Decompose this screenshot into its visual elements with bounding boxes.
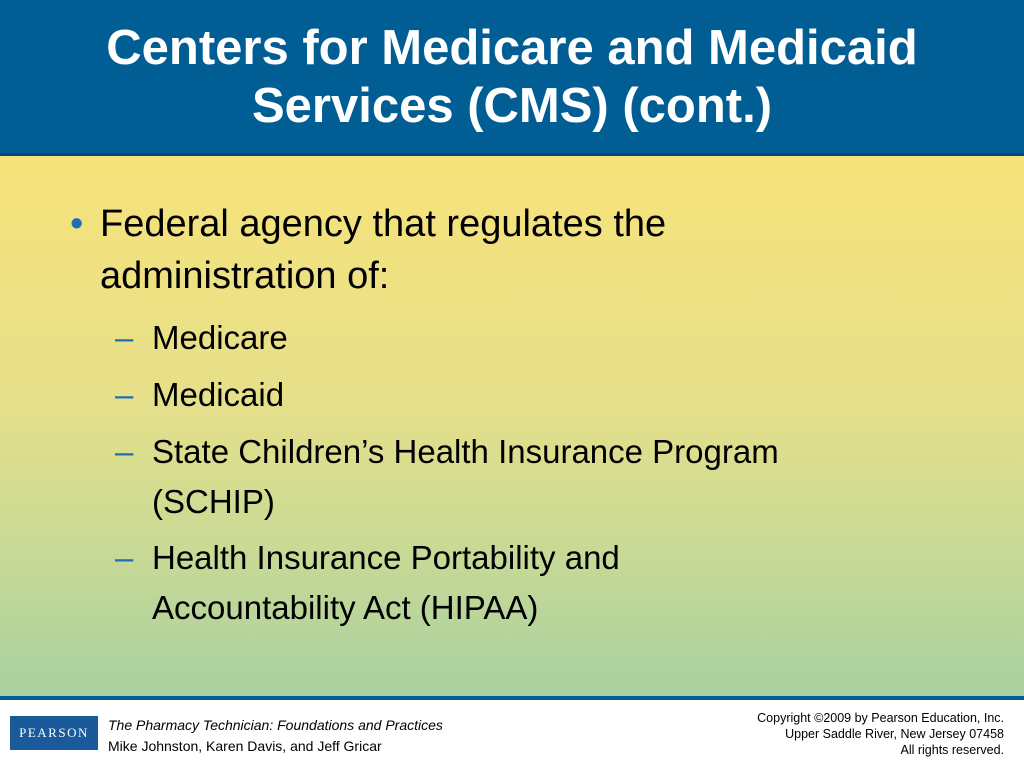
dash-icon: – [115, 319, 134, 356]
slide-body [0, 156, 1024, 696]
book-title: The Pharmacy Technician: Foundations and Practices [108, 717, 443, 733]
copyright-line: Upper Saddle River, New Jersey 07458 [785, 727, 1004, 741]
sub-item-line: State Children’s Health Insurance Program [152, 433, 779, 470]
sub-item-text [152, 427, 932, 527]
dash-icon: – [115, 376, 134, 413]
book-authors: Mike Johnston, Karen Davis, and Jeff Gricar [108, 738, 382, 754]
copyright-notice [757, 710, 1004, 758]
sub-item-text [152, 370, 932, 420]
sub-item-line: Medicaid [152, 376, 285, 413]
bullet-line: Federal agency that regulates the [100, 203, 667, 245]
title-bar [0, 0, 1024, 153]
sub-item-line: Accountability Act (HIPAA) [152, 589, 539, 626]
footer [0, 700, 1024, 768]
dash-icon: – [115, 433, 134, 470]
sub-item-line: Health Insurance Portability and [152, 539, 620, 576]
sub-item-line: (SCHIP) [152, 483, 275, 520]
copyright-line: All rights reserved. [900, 743, 1004, 757]
dash-icon: – [115, 539, 134, 576]
copyright-line: Copyright ©2009 by Pearson Education, Inc. [757, 711, 1004, 725]
slide-title [12, 19, 1012, 135]
bullet-line: administration of: [100, 255, 390, 297]
bullet-icon: • [70, 203, 84, 245]
title-line: Services (CMS) (cont.) [251, 78, 773, 133]
pearson-logo: PEARSON [10, 716, 98, 750]
title-line: Centers for Medicare and Medicaid [106, 20, 918, 75]
sub-item-line: Medicare [152, 319, 288, 356]
bullet-text [100, 198, 950, 302]
sub-item-text [152, 313, 932, 363]
sub-item-text [152, 533, 932, 633]
